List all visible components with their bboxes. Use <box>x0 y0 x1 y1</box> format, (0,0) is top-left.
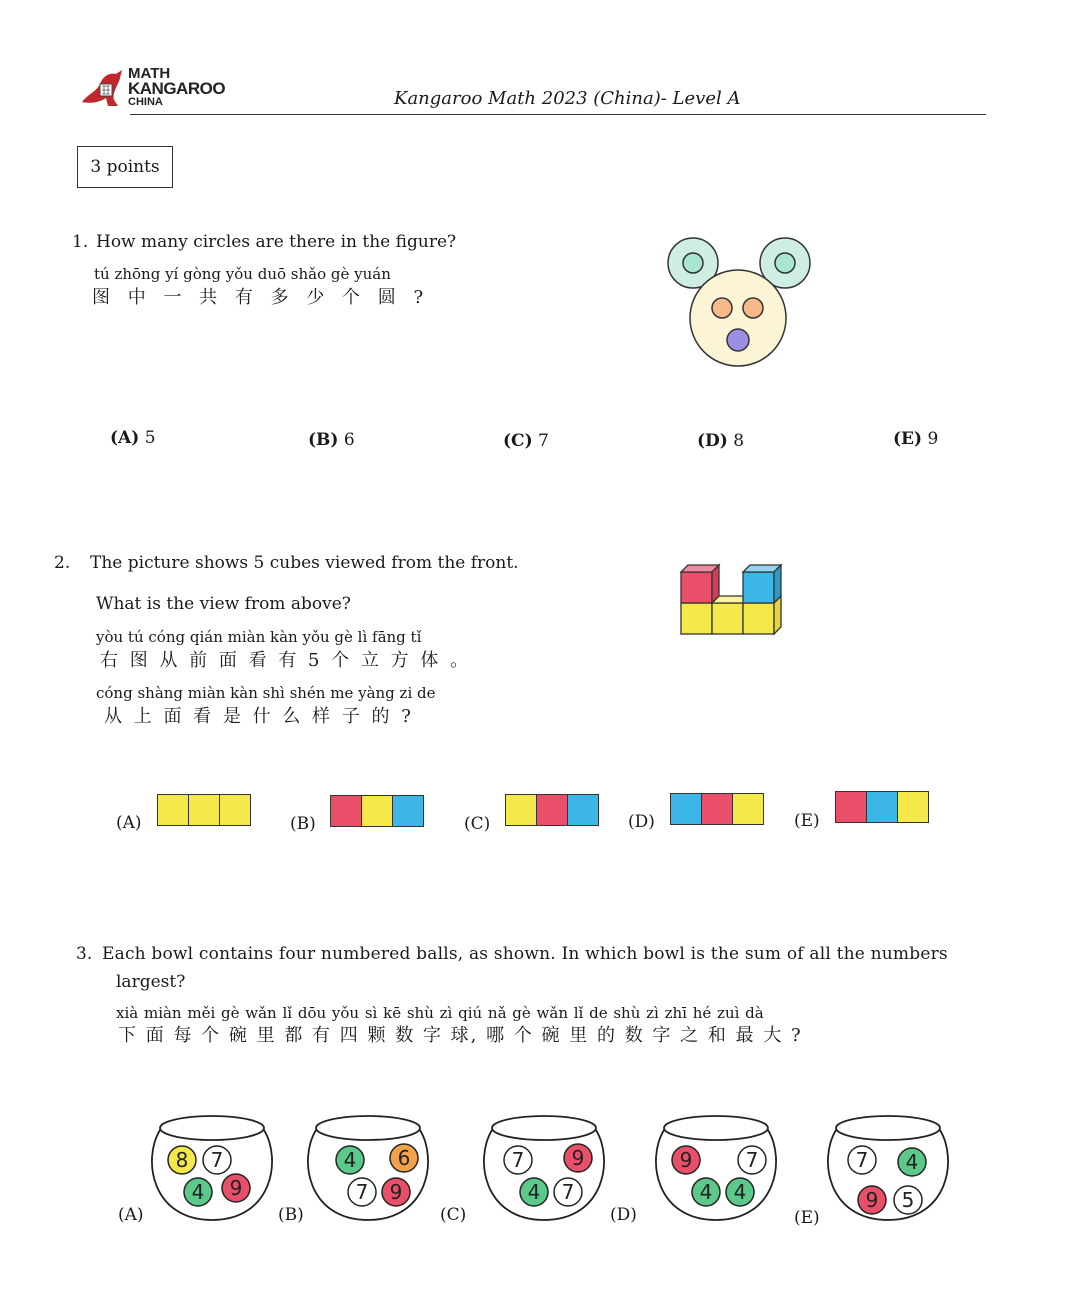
q3-option-c-label[interactable]: (C) <box>440 1205 467 1225</box>
q3-option-a-label[interactable]: (A) <box>118 1205 144 1225</box>
q2-option-e-strip[interactable] <box>835 791 929 823</box>
q2-option-c-strip[interactable] <box>505 794 599 826</box>
right-ear-inner-circle <box>775 253 795 273</box>
q3-number: 3. <box>76 944 93 964</box>
q1-option-b[interactable]: (B) 6 <box>308 430 355 450</box>
ball-c-4 <box>554 1178 582 1206</box>
ball-b-1 <box>336 1146 364 1174</box>
logo-line-1: MATH <box>128 65 171 82</box>
q1-option-a[interactable]: (A) 5 <box>110 428 156 448</box>
svg-text:7: 7 <box>855 1148 869 1172</box>
q1-circles-figure <box>664 236 814 370</box>
q2-d-cell-1 <box>671 794 702 824</box>
q2-option-c-label[interactable]: (C) <box>464 814 491 834</box>
math-kangaroo-logo <box>78 64 238 112</box>
ball-c-3 <box>520 1178 548 1206</box>
q2-a-cell-3 <box>220 795 250 825</box>
ball-d-1 <box>672 1146 700 1174</box>
page-title: Kangaroo Math 2023 (China)- Level A <box>394 88 741 109</box>
ball-c-2 <box>564 1144 592 1172</box>
svg-text:7: 7 <box>745 1148 759 1172</box>
svg-text:9: 9 <box>571 1146 585 1170</box>
q2-a-cell-2 <box>189 795 220 825</box>
svg-text:7: 7 <box>511 1148 525 1172</box>
ball-e-4 <box>894 1186 922 1214</box>
svg-text:9: 9 <box>865 1188 879 1212</box>
ball-d-3 <box>692 1178 720 1206</box>
svg-text:4: 4 <box>905 1150 919 1174</box>
q2-e-cell-2 <box>867 792 898 822</box>
ball-e-1 <box>848 1146 876 1174</box>
q2-b-cell-3 <box>393 796 423 826</box>
q2-c-cell-1 <box>506 795 537 825</box>
ball-d-4 <box>726 1178 754 1206</box>
q2-text-1: The picture shows 5 cubes viewed from the front. <box>90 553 519 573</box>
q1-option-d[interactable]: (D) 8 <box>697 431 745 451</box>
q2-b-cell-1 <box>331 796 362 826</box>
q2-b-cell-2 <box>362 796 393 826</box>
svg-text:9: 9 <box>389 1180 403 1204</box>
q3-option-b-label[interactable]: (B) <box>278 1205 304 1225</box>
cube-bottom-1 <box>681 603 712 634</box>
logo-line-3: CHINA <box>128 96 163 108</box>
q2-option-d-label[interactable]: (D) <box>628 812 655 832</box>
q1-hanzi: 图 中 一 共 有 多 少 个 圆 ? <box>92 287 430 308</box>
q1-option-e[interactable]: (E) 9 <box>893 429 939 449</box>
q2-hanzi-1: 右 图 从 前 面 看 有 5 个 立 方 体 。 <box>100 650 472 671</box>
svg-text:8: 8 <box>175 1148 189 1172</box>
q2-pinyin-2: cóng shàng miàn kàn shì shén me yàng zi de <box>96 684 436 702</box>
q2-hanzi-2: 从 上 面 看 是 什 么 样 子 的 ? <box>104 706 414 727</box>
ball-a-2 <box>203 1146 231 1174</box>
q2-c-cell-3 <box>568 795 598 825</box>
cube-bottom-3 <box>743 603 774 634</box>
q1-number: 1. <box>72 232 89 252</box>
kangaroo-icon <box>78 64 128 110</box>
svg-text:4: 4 <box>527 1180 541 1204</box>
q2-option-b-label[interactable]: (B) <box>290 814 316 834</box>
cube-top-red <box>681 572 712 603</box>
q2-cubes-figure <box>678 560 790 640</box>
q2-a-cell-1 <box>158 795 189 825</box>
q2-option-e-label[interactable]: (E) <box>794 811 820 831</box>
svg-text:4: 4 <box>699 1180 713 1204</box>
ball-c-1 <box>504 1146 532 1174</box>
svg-text:9: 9 <box>229 1176 243 1200</box>
q1-text: How many circles are there in the figure? <box>96 232 457 252</box>
points-section-label: 3 points <box>77 146 173 188</box>
svg-text:4: 4 <box>191 1180 205 1204</box>
q2-option-b-strip[interactable] <box>330 795 424 827</box>
q1-option-c[interactable]: (C) 7 <box>503 431 549 451</box>
cube-bottom-2 <box>712 603 743 634</box>
cube-top-blue <box>743 572 774 603</box>
svg-text:4: 4 <box>343 1148 357 1172</box>
q3-bowls-figure <box>0 1100 1080 1230</box>
q2-e-cell-1 <box>836 792 867 822</box>
ball-b-4 <box>382 1178 410 1206</box>
logo-line-2: KANGAROO <box>128 79 226 98</box>
ball-a-3 <box>184 1178 212 1206</box>
ball-a-1 <box>168 1146 196 1174</box>
q2-option-a-label[interactable]: (A) <box>116 813 142 833</box>
svg-text:5: 5 <box>901 1188 915 1212</box>
q3-pinyin: xià miàn měi gè wǎn lǐ dōu yǒu sì kē shù zì qiú nǎ gè wǎn lǐ de shù zì zhī hé zuì dà <box>116 1004 764 1022</box>
svg-text:7: 7 <box>210 1148 224 1172</box>
ball-e-3 <box>858 1186 886 1214</box>
q2-pinyin-1: yòu tú cóng qián miàn kàn yǒu gè lì fāng tǐ <box>96 628 422 646</box>
q3-text-1: Each bowl contains four numbered balls, as shown. In which bowl is the sum of all the numbers <box>102 944 948 964</box>
svg-text:9: 9 <box>679 1148 693 1172</box>
bowl-e <box>828 1116 948 1220</box>
svg-text:6: 6 <box>397 1146 411 1170</box>
q2-number: 2. <box>54 553 71 573</box>
ball-b-3 <box>348 1178 376 1206</box>
q2-d-cell-3 <box>733 794 763 824</box>
svg-text:7: 7 <box>561 1180 575 1204</box>
q3-option-e-label[interactable]: (E) <box>794 1208 820 1228</box>
q3-option-d-label[interactable]: (D) <box>610 1205 637 1225</box>
q3-text-2: largest? <box>116 972 186 992</box>
q1-pinyin: tú zhōng yí gòng yǒu duō shǎo gè yuán <box>94 265 391 283</box>
q2-c-cell-2 <box>537 795 568 825</box>
svg-text:7: 7 <box>355 1180 369 1204</box>
header-divider <box>130 114 986 115</box>
left-ear-inner-circle <box>683 253 703 273</box>
svg-text:4: 4 <box>733 1180 747 1204</box>
q2-text-2: What is the view from above? <box>96 594 351 614</box>
mouth-circle <box>727 329 749 351</box>
q3-hanzi: 下 面 每 个 碗 里 都 有 四 颗 数 字 球, 哪 个 碗 里 的 数 字 之 和 最 大 ? <box>118 1025 803 1046</box>
ball-e-2 <box>898 1148 926 1176</box>
ball-d-2 <box>738 1146 766 1174</box>
right-eye-circle <box>743 298 763 318</box>
q2-option-a-strip[interactable] <box>157 794 251 826</box>
q2-d-cell-2 <box>702 794 733 824</box>
q2-option-d-strip[interactable] <box>670 793 764 825</box>
q2-e-cell-3 <box>898 792 928 822</box>
left-eye-circle <box>712 298 732 318</box>
ball-b-2 <box>390 1144 418 1172</box>
ball-a-4 <box>222 1174 250 1202</box>
